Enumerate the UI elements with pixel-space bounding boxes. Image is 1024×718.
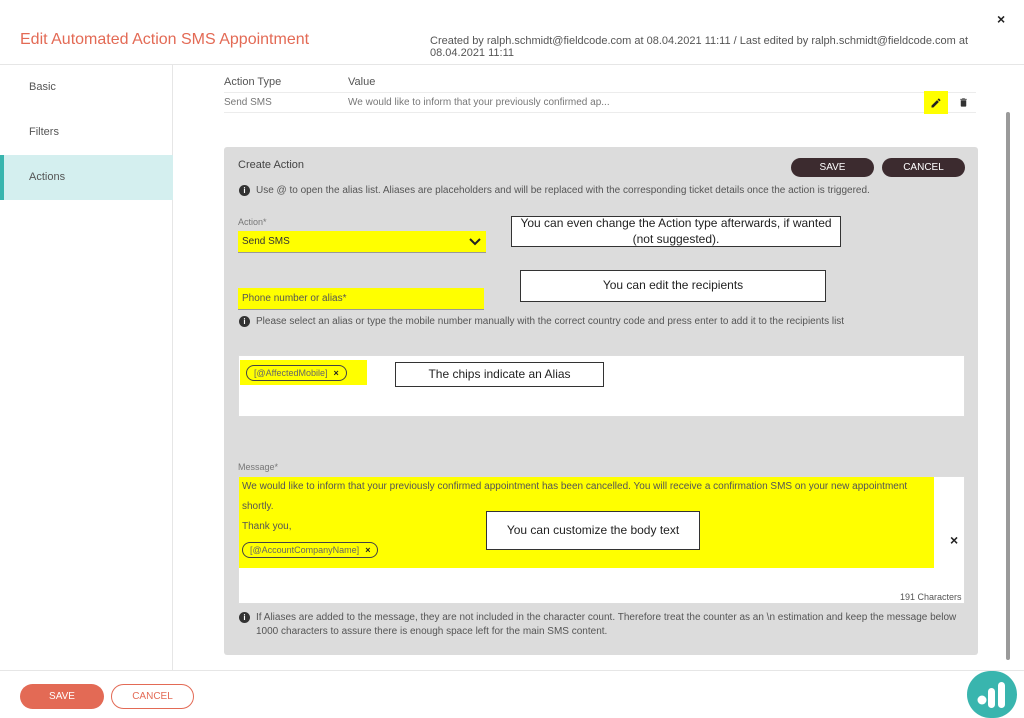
dialog-title: Edit Automated Action SMS Appointment (20, 31, 310, 48)
callout-customize-body: You can customize the body text (486, 511, 700, 550)
cancel-button[interactable]: CANCEL (111, 684, 194, 709)
message-chip[interactable] (242, 542, 378, 558)
character-count: 191 Characters (900, 592, 962, 602)
column-header-value: Value (348, 76, 376, 88)
save-button[interactable]: SAVE (20, 684, 104, 709)
edit-action-button[interactable] (924, 91, 948, 114)
action-label: Action* (238, 217, 267, 227)
message-chip-wrapper (242, 540, 378, 558)
scrollbar[interactable] (1006, 112, 1010, 660)
info-icon: i (239, 612, 250, 623)
info-icon: i (239, 316, 250, 327)
chip-remove-icon[interactable]: × (365, 545, 371, 555)
alias-info-text: Use @ to open the alias list. Aliases are placeholders and will be replaced with the corresponding ticket details once the action is triggered. (256, 185, 870, 196)
phone-info-text: Please select an alias or type the mobile number manually with the correct country code and press enter to add it to the recipients list (256, 316, 845, 327)
sidebar-item-filters[interactable] (0, 110, 173, 155)
sidebar-item-actions[interactable] (0, 155, 173, 200)
chevron-down-icon (469, 237, 481, 247)
sidebar-item-label: Filters (29, 126, 59, 138)
callout-chips-alias: The chips indicate an Alias (395, 362, 604, 387)
info-icon: i (239, 185, 250, 196)
delete-action-button[interactable] (956, 94, 970, 110)
message-label: Message* (238, 462, 279, 472)
message-info (239, 611, 964, 639)
panel-cancel-button[interactable]: CANCEL (882, 158, 965, 177)
callout-change-type: You can even change the Action type afterwards, if wanted (not suggested). (511, 216, 841, 247)
message-info-text: If Aliases are added to the message, they are not included in the character count. Therefore treat the counter as an \n estimation and keep the message below 1000 characters to assure there is enough space left for the main SMS content. (256, 612, 957, 637)
action-select[interactable] (238, 231, 486, 253)
sidebar-item-label: Basic (29, 81, 56, 93)
action-select-value: Send SMS (242, 236, 290, 247)
table-divider (224, 112, 976, 113)
message-line: Thank you, (242, 521, 292, 532)
phone-input-placeholder: Phone number or alias* (242, 293, 347, 304)
sidebar-item-label: Actions (29, 171, 66, 183)
alias-info (239, 185, 969, 196)
chip-label: [@AffectedMobile] (254, 367, 328, 378)
table-divider (224, 92, 976, 93)
message-line: shortly. (242, 501, 274, 512)
row-action-type: Send SMS (224, 97, 272, 108)
create-action-title: Create Action (238, 159, 305, 171)
trash-icon (958, 96, 969, 109)
phone-input[interactable] (238, 288, 484, 310)
panel-save-button[interactable]: SAVE (791, 158, 874, 177)
logo-mark (967, 671, 1017, 718)
sidebar (0, 65, 173, 670)
phone-info (239, 316, 969, 327)
recipient-chip-wrapper (240, 360, 367, 385)
pencil-icon (930, 97, 942, 109)
logo-icon[interactable] (967, 671, 1017, 718)
chip-label: [@AccountCompanyName] (250, 545, 360, 555)
clear-message-icon[interactable]: × (950, 532, 959, 548)
footer-divider (0, 670, 1024, 671)
sidebar-item-basic[interactable] (0, 65, 173, 110)
recipient-chip[interactable] (246, 365, 347, 381)
message-line: We would like to inform that your previously confirmed appointment has been cancelled. You will receive a confirmation SMS on your new appointment (242, 481, 908, 492)
callout-edit-recipients: You can edit the recipients (520, 270, 826, 302)
column-header-action-type: Action Type (224, 76, 282, 88)
close-icon[interactable]: × (997, 11, 1006, 27)
row-action-value: We would like to inform that your previously confirmed ap... (348, 97, 610, 108)
audit-info: Created by ralph.schmidt@fieldcode.com at 08.04.2021 11:11 / Last edited by ralph.schmidt@fieldcode.com at 08.04.2021 11:11 (430, 35, 969, 59)
chip-remove-icon[interactable]: × (333, 367, 339, 378)
